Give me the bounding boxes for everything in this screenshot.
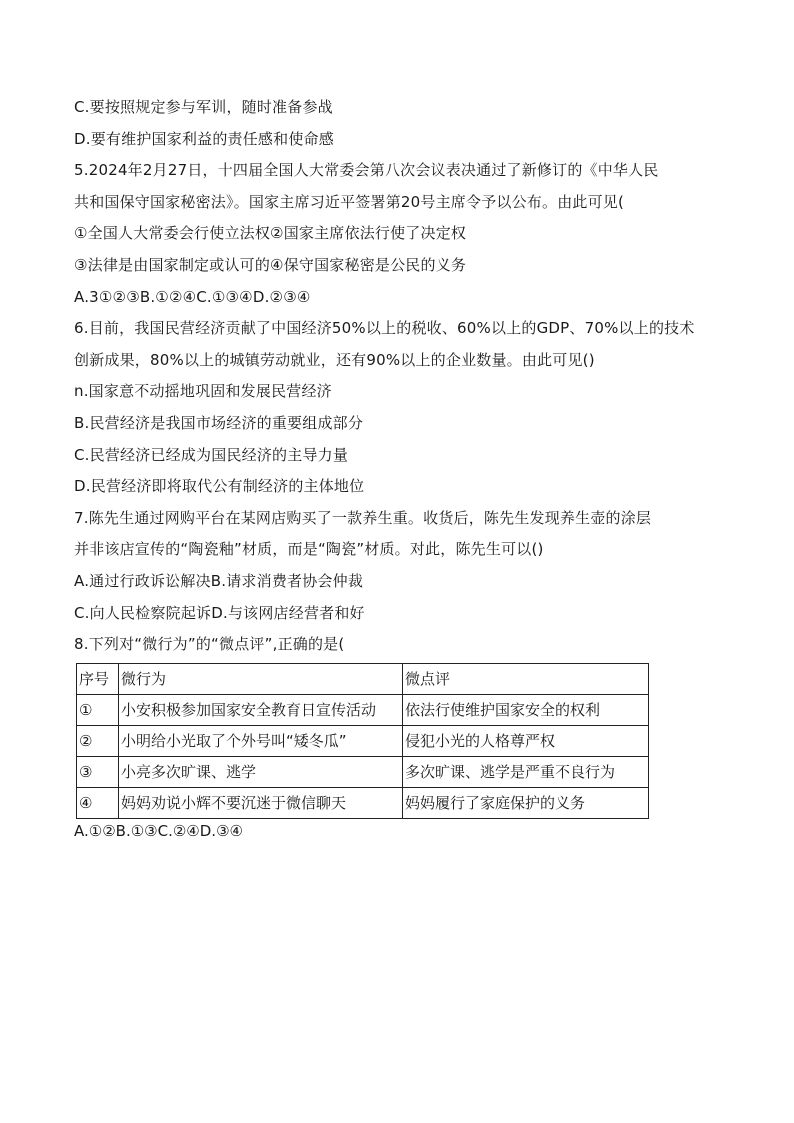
table-row [77, 725, 649, 756]
q8-options: A.①②B.①③C.②④D.③④ [74, 821, 243, 840]
table-header-row [77, 663, 649, 694]
table-cell-number: ④ [77, 787, 119, 818]
exam-page [74, 92, 714, 843]
q6-stem-line-2: 创新成果，80%以上的城镇劳动就业，还有90%以上的企业数量。由此可见() [74, 350, 595, 369]
table-cell-behavior: 妈妈劝说小辉不要沉迷于微信聊天 [119, 787, 403, 818]
q7-options-ab: A.通过行政诉讼解决B.请求消费者协会仲裁 [74, 571, 364, 590]
q4-option-c: C.要按照规定参与军训，随时准备参战 [74, 98, 333, 116]
q4-option-d: D.要有维护国家利益的责任感和使命感 [74, 129, 334, 148]
q8-table [76, 663, 649, 819]
q6-option-d: D.民营经济即将取代公有制经济的主体地位 [74, 477, 365, 496]
q7-options-cd: C.向人民检察院起诉D.与该网店经营者和好 [74, 603, 365, 622]
table-cell-comment: 依法行使维护国家安全的权利 [403, 694, 649, 725]
q5-stem-line-1: 5.2024年2月27日，十四届全国人大常委会第八次会议表决通过了新修订的《中华人民 [74, 161, 659, 180]
q8-stem: 8.下列对“微行为”的“微点评”,正确的是( [74, 635, 345, 654]
q7-stem-line-1: 7.陈先生通过网购平台在某网店购买了一款养生重。收货后，陈先生发现养生壶的涂层 [74, 508, 652, 527]
q5-options: A.3①②③B.①②④C.①③④D.②③④ [74, 287, 311, 306]
table-header-cell: 微点评 [403, 663, 649, 694]
q5-items-line-2: ③法律是由国家制定或认可的④保守国家秘密是公民的义务 [74, 255, 467, 274]
table-cell-number: ① [77, 694, 119, 725]
table-cell-comment: 侵犯小光的人格尊严权 [403, 725, 649, 756]
q6-option-c: C.民营经济已经成为国民经济的主导力量 [74, 445, 349, 464]
q7-stem-line-2: 并非该店宣传的“陶瓷釉”材质，而是“陶瓷”材质。对此，陈先生可以() [74, 540, 544, 559]
table-cell-number: ② [77, 725, 119, 756]
table-header-cell: 微行为 [119, 663, 403, 694]
table-header-cell: 序号 [77, 663, 119, 694]
q6-stem-line-1: 6.目前，我国民营经济贡献了中国经济50%以上的税收、60%以上的GDP、70%以上的技术 [74, 319, 695, 338]
q5-stem-line-2: 共和国保守国家秘密法》。国家主席习近平签署第20号主席令予以公布。由此可见( [74, 192, 625, 211]
table-cell-number: ③ [77, 756, 119, 787]
table-row [77, 756, 649, 787]
q6-option-b: B.民营经济是我国市场经济的重要组成部分 [74, 413, 364, 432]
q6-option-a: n.国家意不动摇地巩固和发展民营经济 [74, 382, 332, 401]
table-cell-behavior: 小亮多次旷课、逃学 [119, 756, 403, 787]
table-row [77, 787, 649, 818]
table-cell-comment: 妈妈履行了家庭保护的义务 [403, 787, 649, 818]
table-cell-behavior: 小明给小光取了个外号叫“矮冬瓜” [119, 725, 403, 756]
table-cell-comment: 多次旷课、逃学是严重不良行为 [403, 756, 649, 787]
table-cell-behavior: 小安积极参加国家安全教育日宣传活动 [119, 694, 403, 725]
table-row [77, 694, 649, 725]
q5-items-line-1: ①全国人大常委会行使立法权②国家主席依法行使了决定权 [74, 224, 467, 243]
